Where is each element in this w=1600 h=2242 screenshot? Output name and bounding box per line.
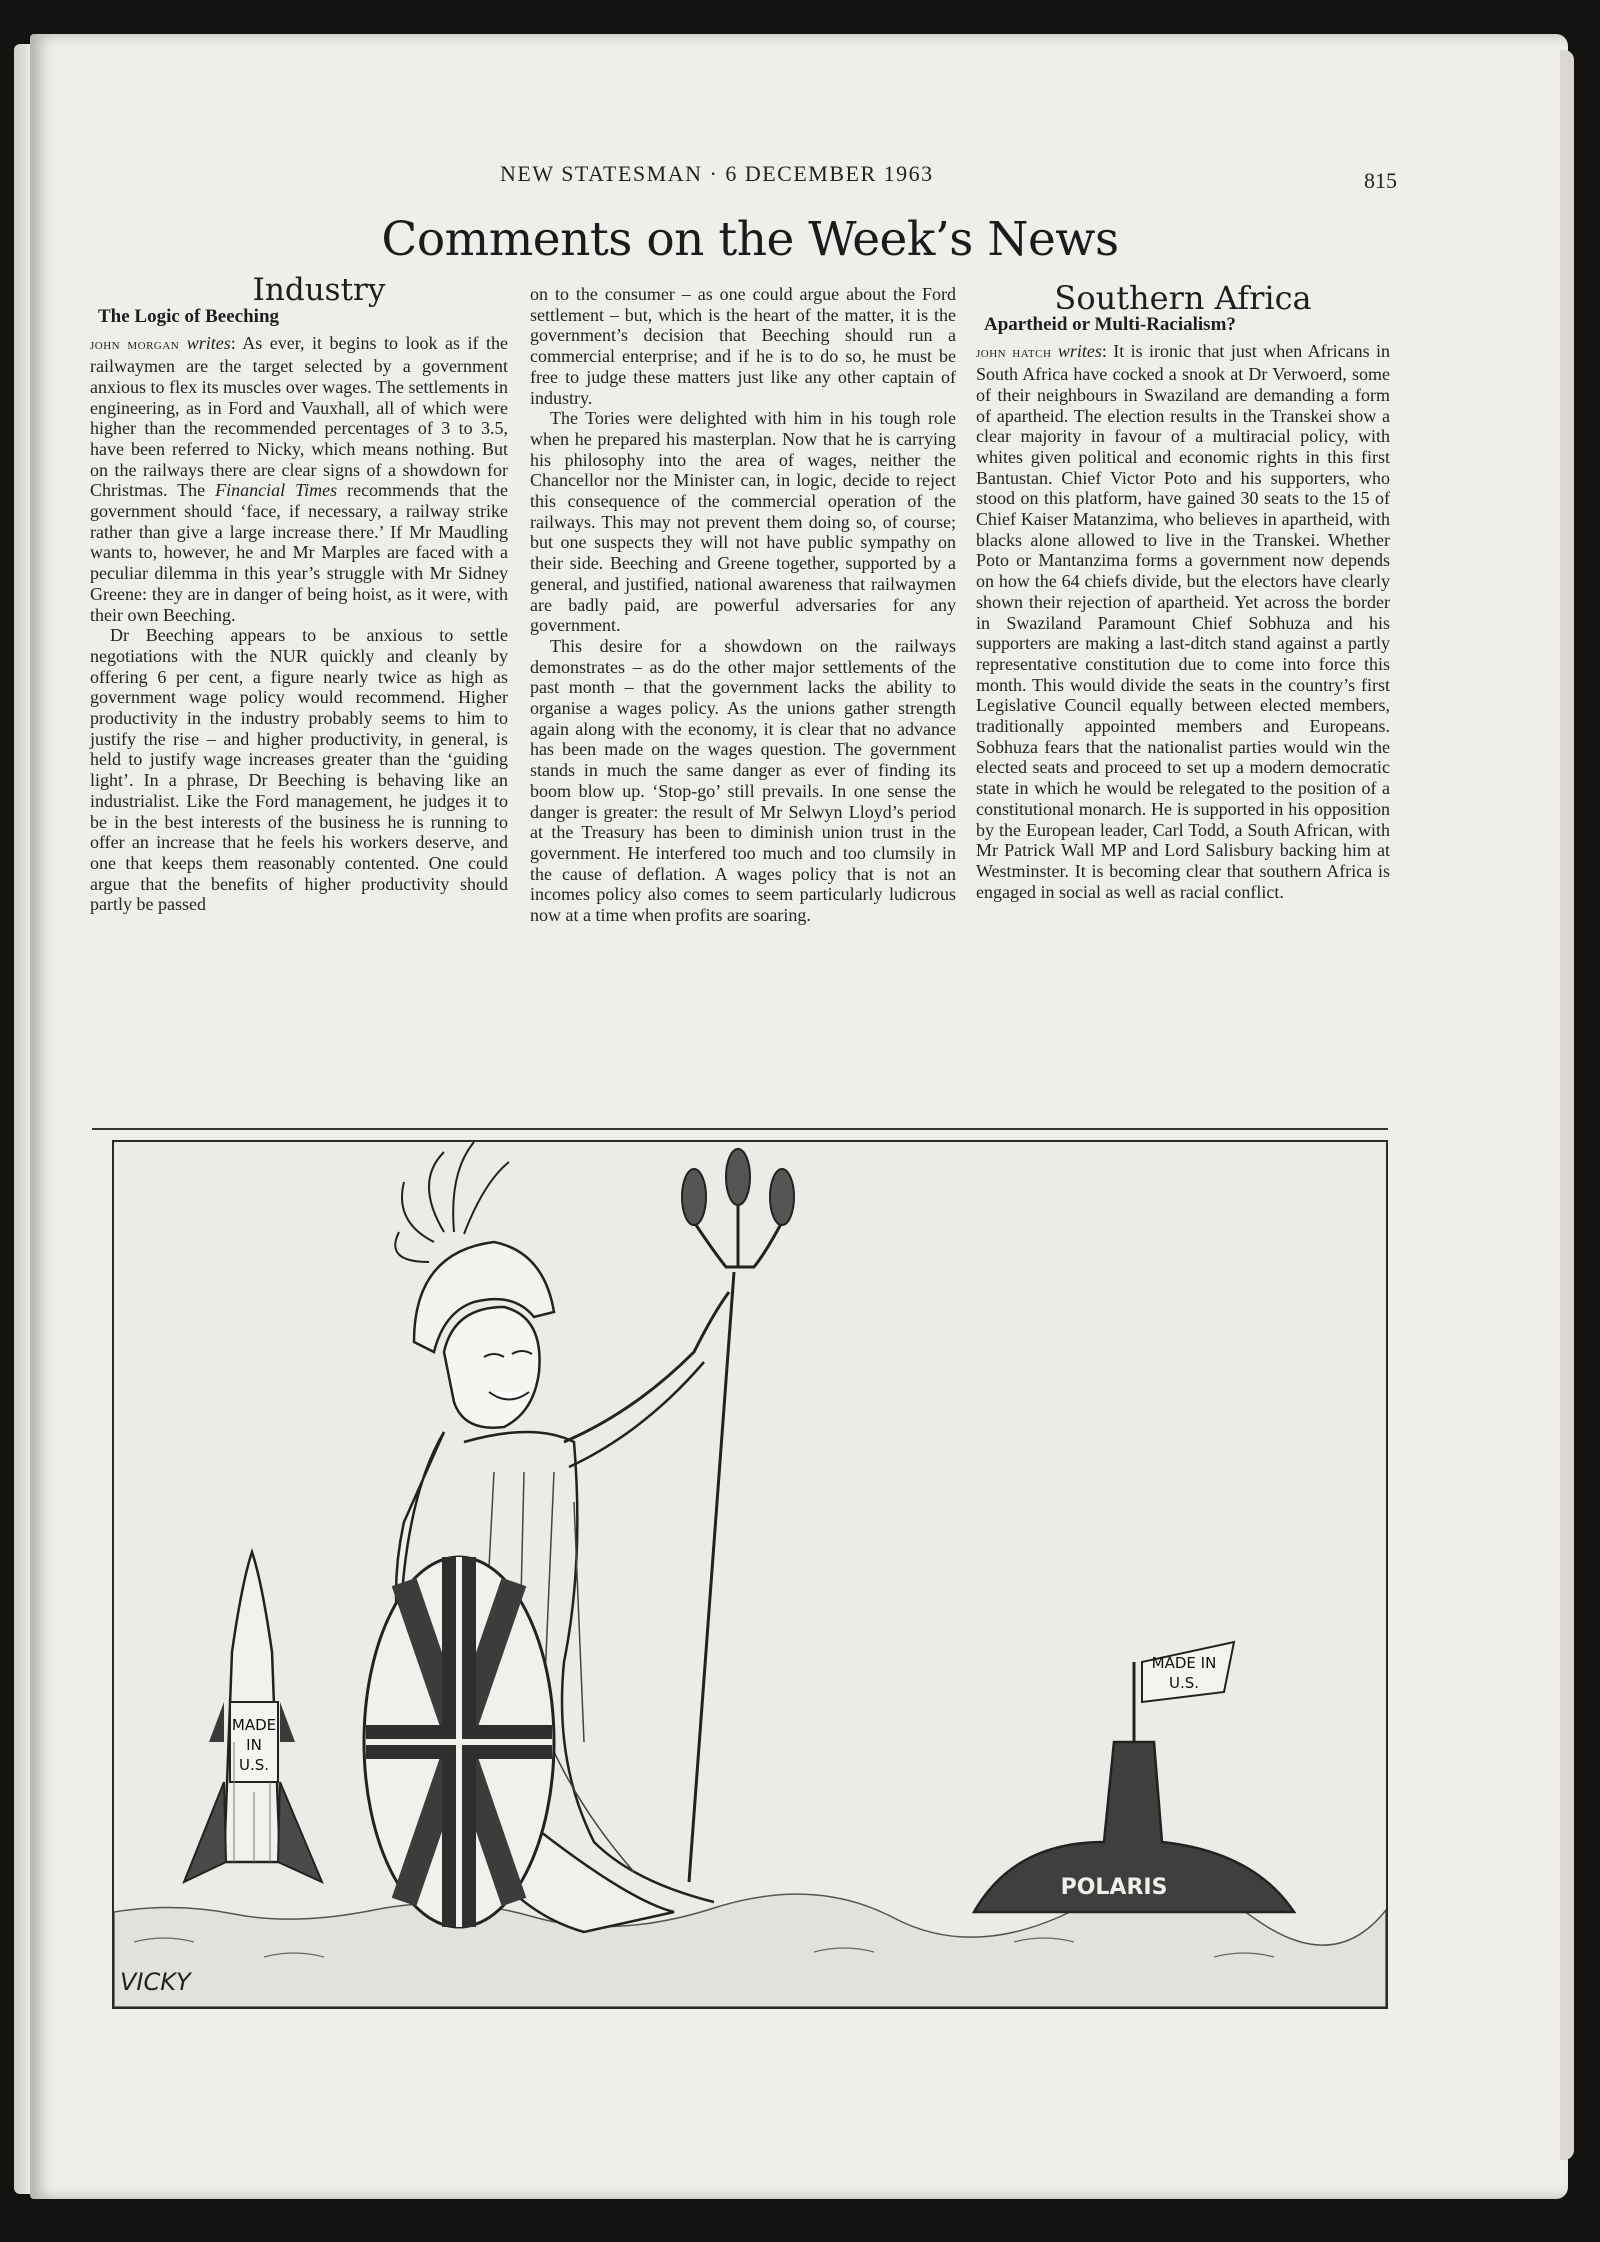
section-heading-industry: Industry: [252, 272, 386, 308]
industry-paragraph-4: The Tories were delighted with him in his tough role when he prepared his masterplan. Now that he is carrying his philosophy into the area of wages, neither the Chancellor nor the Minister can, in logic, decide to reject this consequence of the commercial operation of the railways. This may not prevent them doing so, of course; but one suspects they will not have public sympathy on their side. Beeching and Greene together, supported by a general, and justified, national awareness that railwaymen are badly paid, are powerful adversaries for any government.: [530, 408, 956, 636]
industry-paragraph-3: on to the consumer – as one could argue about the Ford settlement – but, which is the heart of the matter, it is the government’s decision that Beeching should run a commercial enterprise; and if he is to do so, he must be free to judge these matters just like any other captain of industry.: [530, 284, 956, 408]
industry-column-continued: [530, 284, 956, 926]
publication-name: Financial Times: [215, 480, 338, 501]
rocket-label-us: U.S.: [238, 1756, 270, 1774]
byline-author: john morgan: [90, 337, 180, 354]
headline-apartheid: Apartheid or Multi-Racialism?: [984, 313, 1236, 335]
rocket-label-made: MADE: [231, 1716, 277, 1734]
industry-paragraph-5: This desire for a showdown on the railways demonstrates – as do the other major settlements of the past month – that the government lacks the ability to organise a wages policy. As the unions gather strength again along with the economy, it is clear that no advance has been made on the wages question. The government stands in much the same danger as ever of finding its boom blow up. ‘Stop-go’ still prevails. In one sense the danger is greater: the result of Mr Selwyn Lloyd’s period at the Treasury has been to diminish union trust in the government. He interfered too much and too clumsily in the cause of deflation. A wages policy that is not an incomes policy also comes to seem particularly ludicrous now at a time when profits are soaring.: [530, 635, 956, 926]
rocket-label-in: IN: [246, 1736, 262, 1754]
southern-africa-column: [976, 279, 1391, 902]
industry-paragraph-1: john morgan writes: As ever, it begins to look as if the railwaymen are the target selected by a government anxious to flex its muscles over wages. The settlements in engineering, as in Ford and Vauxhall, all of which were higher than the recommended percentages of 3 to 3.5, have been referred to Nicky, which means nothing. But on the railways there are clear signs of a showdown for Christmas. The Financial Times recommends that the government should ‘face, if necessary, a railway strike rather than give a large increase there.’ If Mr Maudling wants to, however, he and Mr Marples are faced with a peculiar dilemma in this year’s struggle with Mr Sidney Greene: they are in danger of being hoist, as it were, with their own Beeching.: [90, 333, 508, 625]
trident-illustration: [682, 1149, 794, 1882]
section-divider: [92, 1128, 1388, 1130]
union-jack-shield: [364, 1557, 554, 1927]
industry-paragraph-2: Dr Beeching appears to be anxious to settle negotiations with the NUR quickly and cleanly by offering 6 per cent, a figure nearly twice as high as government wage policy would recommend. Higher productivity in the industry probably seems to him to justify the rise – and higher productivity, in general, is held to justify wage increases greater than the ‘guiding light’. In a phrase, Dr Beeching is behaving like an industrialist. Like the Ford management, he judges it to be in the best interests of the business he is running to offer an increase that he feels his workers deserve, and one that keeps them reasonably contented. One could argue that the benefits of higher productivity should partly be passed: [90, 625, 508, 915]
byline-writes: writes: [186, 333, 231, 354]
page-number: 815: [1364, 168, 1397, 193]
cartoonist-signature: VICKY: [120, 1968, 191, 1996]
cartoon-drawing: [114, 1142, 1386, 2007]
political-cartoon: [112, 1140, 1388, 2009]
headline-logic-of-beeching: The Logic of Beeching: [98, 305, 280, 327]
flag-label-made-in: MADE IN: [1151, 1654, 1217, 1672]
page-right-edge: [1560, 50, 1574, 2160]
submarine-label: POLARIS: [1060, 1875, 1168, 1900]
page-title: Comments on the Week’s News: [381, 212, 1119, 267]
polaris-submarine: [974, 1642, 1294, 1912]
byline-writes: writes: [1057, 341, 1102, 362]
flag-label-us: U.S.: [1168, 1674, 1200, 1692]
running-head: NEW STATESMAN · 6 DECEMBER 1963: [500, 161, 934, 186]
africa-paragraph-1: john hatch writes: It is ironic that just when Africans in South Africa have cocked a snook at Dr Verwoerd, some of their neighbours in Swaziland are demanding a form of apartheid. The election results in the Transkei show a clear majority in favour of a multiracial policy, with whites given political and economic rights in this first Bantustan. Chief Victor Poto and his supporters, who stood on this platform, have gained 30 seats to the 15 of Chief Kaiser Matanzima, who believes in apartheid, with blacks alone allowed to live in the Transkei. Whether Poto or Mantanzima forms a government now depends on how the 64 chiefs divide, but the electors have clearly shown their rejection of apartheid. Yet across the border in Swaziland Paramount Chief Sobhuza and his supporters are making a last-ditch stand against a partly representative constitution due to come into force this month. This would divide the seats in the country’s first Legislative Council equally between elected members, traditionally appointed members and Europeans. Sobhuza fears that the nationalist parties would win the elected seats and proceed to set up a modern democratic state in which he would be relegated to the position of a constitutional monarch. He is supported in his opposition by the European leader, Carl Todd, a South African, with Mr Patrick Wall MP and Lord Salisbury backing him at Westminster. It is becoming clear that southern Africa is engaged in social as well as racial conflict.: [976, 341, 1391, 902]
byline-author: john hatch: [976, 345, 1052, 362]
industry-column: [90, 272, 508, 915]
section-heading-southern-africa: Southern Africa: [1054, 279, 1312, 317]
